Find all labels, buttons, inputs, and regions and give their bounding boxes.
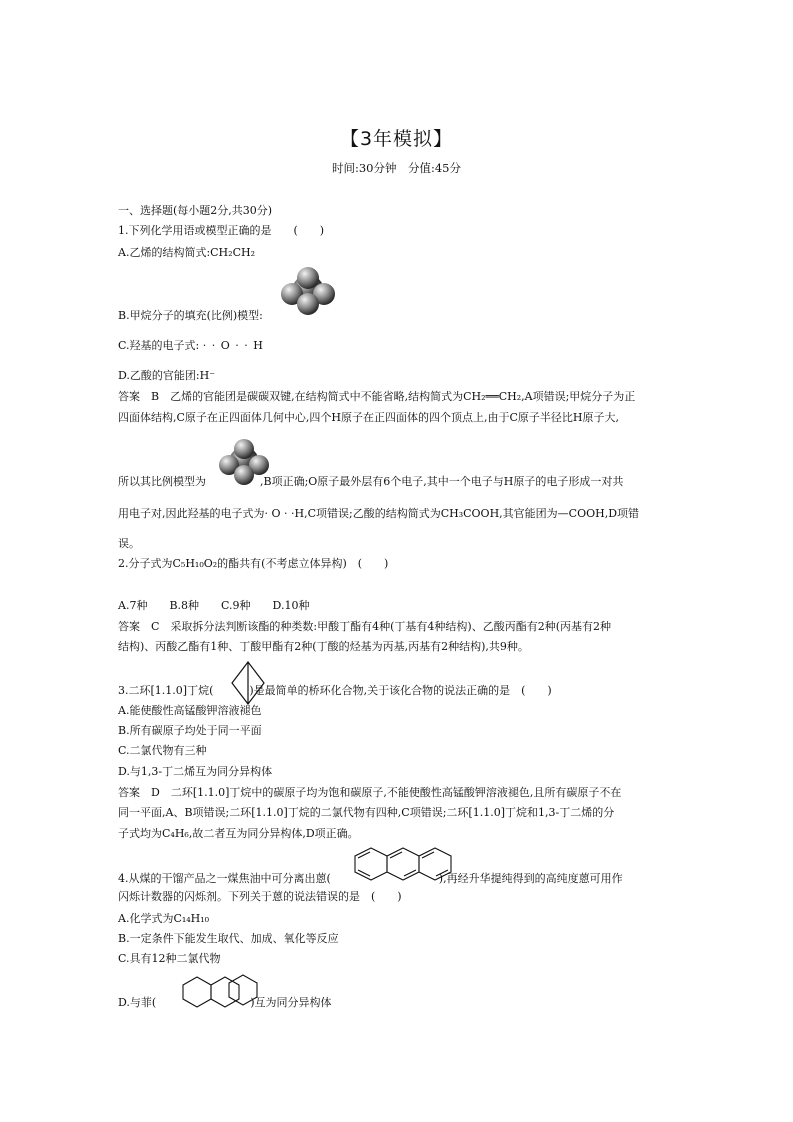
q4-stem-start: 4.从煤的干馏产品之一煤焦油中可分离出蒽( (118, 872, 331, 885)
q3-option-c: C.二氯代物有三种 (118, 744, 207, 757)
q3-answer-line-3: 子式均为C₄H₆,故二者互为同分异构体,D项正确。 (118, 827, 359, 840)
q1-answer-line-3 (118, 474, 623, 490)
q1-answer-line-1: 答案 B 乙烯的官能团是碳碳双键,在结构简式中不能省略,结构简式为CH₂══CH₂,A项错误;甲烷分子为正 (118, 390, 636, 403)
q2-stem: 2.分子式为C₅H₁₀O₂的酯共有(不考虑立体异构) ( ) (118, 557, 389, 570)
q1-answer-line-3-start: 所以其比例模型为 (118, 475, 206, 488)
q2-answer-line-1: 答案 C 采取拆分法判断该酯的种类数:甲酸丁酯有4种(丁基有4种结构)、乙酸丙酯有2种(丙基有2种 (118, 620, 611, 633)
q1-answer-line-2: 四面体结构,C原子在正四面体几何中心,四个H原子在正四面体的四个顶点上,由于C原子半径比H原子大, (118, 411, 620, 424)
q4-option-a: A.化学式为C₁₄H₁₀ (118, 912, 210, 925)
q4-option-d (118, 995, 332, 1011)
q3-option-b: B.所有碳原子均处于同一平面 (118, 724, 262, 737)
hydroxyl-electron-formula: · · O · · H (202, 339, 264, 352)
methane-space-filling-model (280, 266, 336, 316)
q4-stem-line-1 (118, 871, 623, 887)
q4-option-d-start: D.与菲( (118, 996, 157, 1009)
q1-option-b: B.甲烷分子的填充(比例)模型: (118, 309, 263, 322)
q3-answer-line-2: 同一平面,A、B项错误;二环[1.1.0]丁烷的二氯代物有四种,C项错误;二环[1.1.0]丁烷和1,3-丁二烯的分 (118, 806, 615, 819)
q1-option-a: A.乙烯的结构简式:CH₂CH₂ (118, 246, 255, 259)
q4-stem-end: ),再经升华提纯得到的高纯度蒽可用作 (438, 872, 623, 885)
q3-option-a: A.能使酸性高锰酸钾溶液褪色 (118, 704, 262, 717)
page-title: 【3年模拟】 (339, 128, 454, 150)
q4-option-c: C.具有12种二氯代物 (118, 952, 221, 965)
q3-stem-start: 3.二环[1.1.0]丁烷( (118, 684, 214, 697)
q1-stem: 1.下列化学用语或模型正确的是 ( ) (118, 224, 325, 237)
q1-answer-line-3-end: ,B项正确;O原子最外层有6个电子,其中一个电子与H原子的电子形成一对共 (260, 475, 624, 488)
time-score-info: 时间:30分钟 分值:45分 (331, 161, 461, 175)
q2-options: A.7种 B.8种 C.9种 D.10种 (118, 599, 310, 612)
q1-option-c (118, 338, 264, 354)
q4-stem-line-2: 闪烁计数器的闪烁剂。下列关于蒽的说法错误的是 ( ) (118, 890, 402, 903)
q3-answer-line-1: 答案 D 二环[1.1.0]丁烷中的碳原子均为饱和碳原子,不能使酸性高锰酸钾溶液褪色,且所有碳原子不在 (118, 786, 622, 799)
q4-option-b: B.一定条件下能发生取代、加成、氧化等反应 (118, 932, 339, 945)
q3-stem (118, 683, 552, 699)
q3-option-d: D.与1,3-丁二烯互为同分异构体 (118, 765, 273, 778)
q1-option-d: D.乙酸的官能团:H⁻ (118, 369, 216, 382)
q1-answer-line-4: 用电子对,因此羟基的电子式为· O · ·H,C项错误;乙酸的结构简式为CH₃COOH,其官能团为—COOH,D项错 (118, 507, 640, 520)
q1-answer-line-5: 误。 (118, 537, 140, 550)
section-heading: 一、选择题(每小题2分,共30分) (118, 204, 273, 217)
q1-option-c-label: C.羟基的电子式: (118, 339, 200, 352)
q4-option-d-end: )互为同分异构体 (250, 996, 332, 1009)
q3-stem-end: )是最简单的桥环化合物,关于该化合物的说法正确的是 ( ) (249, 684, 552, 697)
q2-answer-line-2: 结构)、丙酸乙酯有1种、丁酸甲酯有2种(丁酸的烃基为丙基,丙基有2种结构),共9种。 (118, 640, 529, 653)
